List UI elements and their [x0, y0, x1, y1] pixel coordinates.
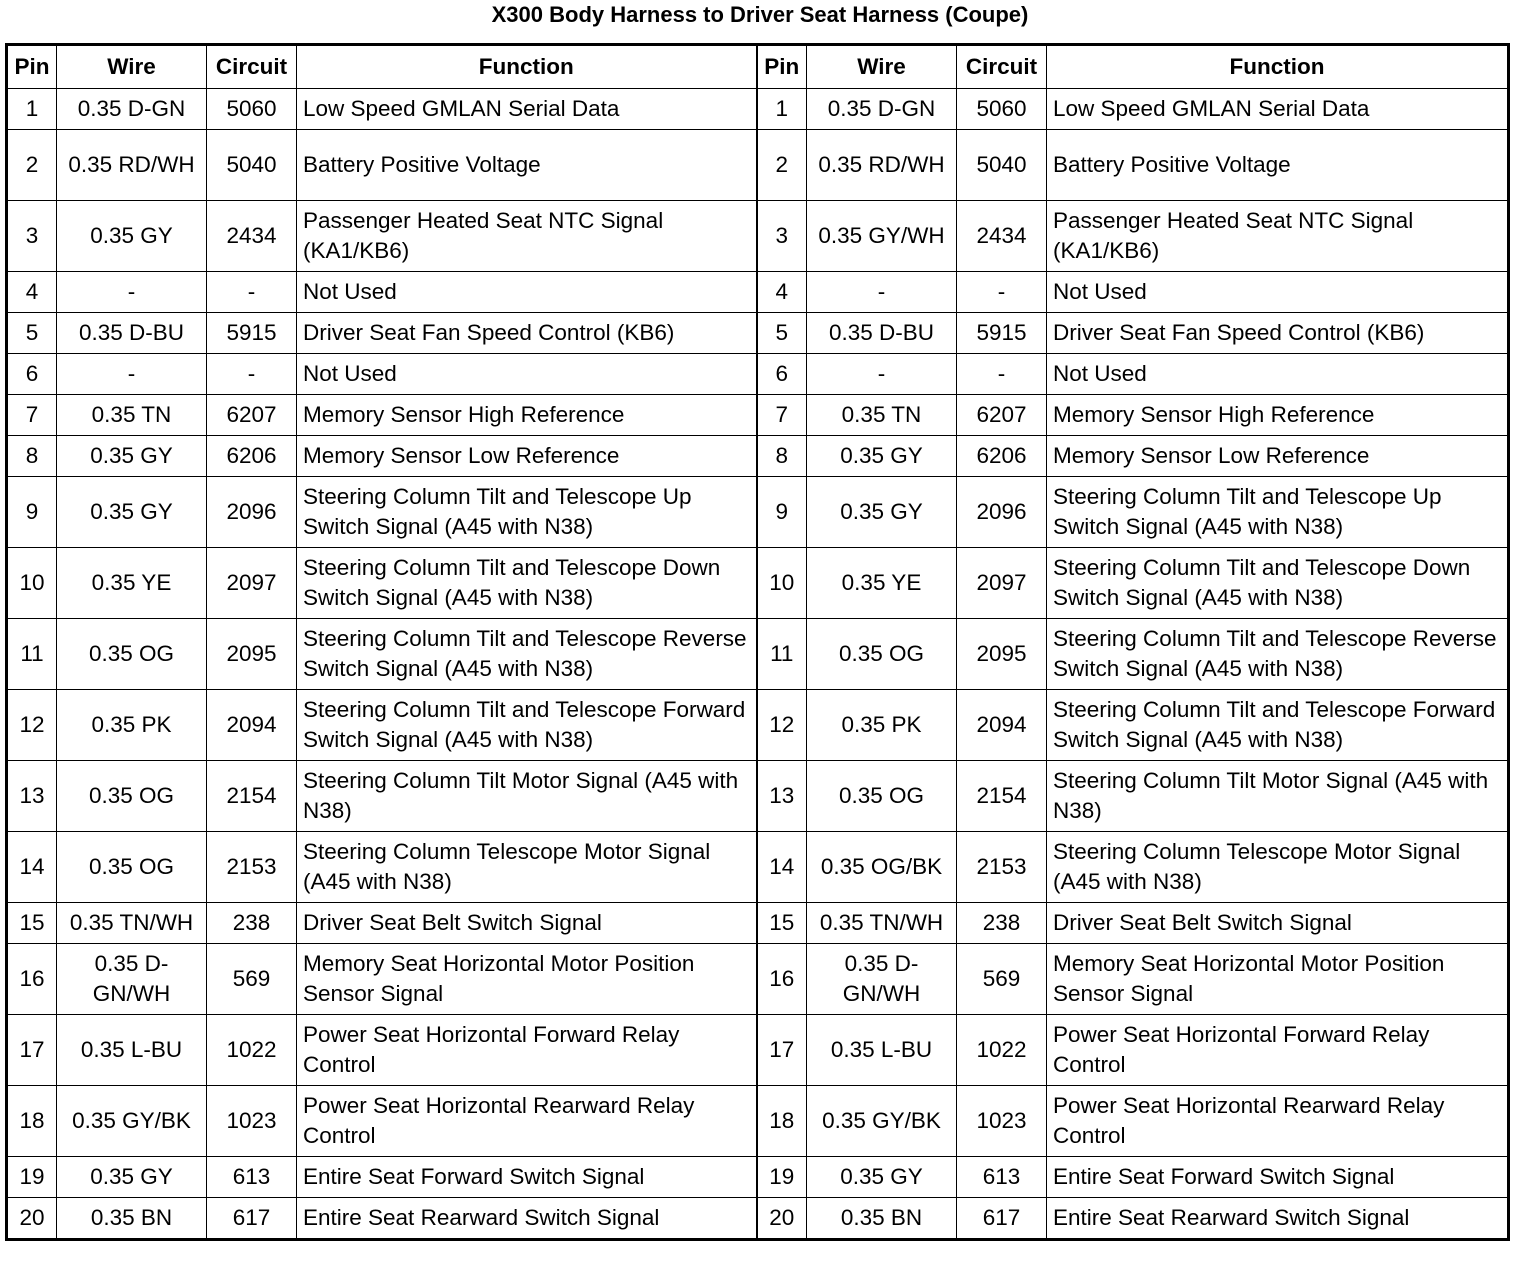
right-pin-cell: 16: [757, 944, 807, 1015]
right-wire-cell: 0.35 D-GN/WH: [807, 944, 957, 1015]
left-wire-cell: 0.35 D-BU: [57, 313, 207, 354]
left-pin-cell: 19: [7, 1157, 57, 1198]
left-pin-cell: 3: [7, 201, 57, 272]
left-pin-cell: 11: [7, 619, 57, 690]
left-wire-cell: 0.35 D-GN/WH: [57, 944, 207, 1015]
table-row: [7, 619, 1509, 690]
table-row: [7, 548, 1509, 619]
right-circuit-cell: 1023: [957, 1086, 1047, 1157]
right-pin-cell: 12: [757, 690, 807, 761]
left-function-cell: Power Seat Horizontal Forward Relay Control: [297, 1015, 757, 1086]
left-wire-cell: -: [57, 354, 207, 395]
left-circuit-cell: 1022: [207, 1015, 297, 1086]
right-pin-cell: 3: [757, 201, 807, 272]
header-row: [7, 45, 1509, 89]
left-wire-cell: 0.35 OG: [57, 761, 207, 832]
right-wire-cell: 0.35 OG: [807, 761, 957, 832]
left-pin-cell: 17: [7, 1015, 57, 1086]
table-row: [7, 1086, 1509, 1157]
left-pin-cell: 9: [7, 477, 57, 548]
right-function-cell: Steering Column Tilt and Telescope Reverse Switch Signal (A45 with N38): [1047, 619, 1509, 690]
table-row: [7, 89, 1509, 130]
left-circuit-cell: 5040: [207, 130, 297, 201]
left-wire-cell: 0.35 OG: [57, 832, 207, 903]
right-circuit-cell: 2153: [957, 832, 1047, 903]
header-function: Function: [1047, 45, 1509, 89]
table-row: [7, 395, 1509, 436]
left-pin-cell: 6: [7, 354, 57, 395]
left-circuit-cell: 6207: [207, 395, 297, 436]
left-pin-cell: 8: [7, 436, 57, 477]
right-circuit-cell: 2154: [957, 761, 1047, 832]
left-function-cell: Battery Positive Voltage: [297, 130, 757, 201]
left-function-cell: Memory Sensor High Reference: [297, 395, 757, 436]
left-function-cell: Memory Seat Horizontal Motor Position Sensor Signal: [297, 944, 757, 1015]
right-circuit-cell: 5040: [957, 130, 1047, 201]
left-function-cell: Steering Column Tilt and Telescope Up Switch Signal (A45 with N38): [297, 477, 757, 548]
header-function: Function: [297, 45, 757, 89]
header-circuit: Circuit: [957, 45, 1047, 89]
table-row: [7, 313, 1509, 354]
left-pin-cell: 1: [7, 89, 57, 130]
left-function-cell: Driver Seat Belt Switch Signal: [297, 903, 757, 944]
left-pin-cell: 15: [7, 903, 57, 944]
left-circuit-cell: 1023: [207, 1086, 297, 1157]
right-circuit-cell: 1022: [957, 1015, 1047, 1086]
left-function-cell: Steering Column Tilt and Telescope Forward Switch Signal (A45 with N38): [297, 690, 757, 761]
right-circuit-cell: 2097: [957, 548, 1047, 619]
right-pin-cell: 10: [757, 548, 807, 619]
left-circuit-cell: 2154: [207, 761, 297, 832]
left-wire-cell: 0.35 GY/BK: [57, 1086, 207, 1157]
right-circuit-cell: 617: [957, 1198, 1047, 1240]
table-row: [7, 436, 1509, 477]
right-circuit-cell: 2095: [957, 619, 1047, 690]
right-wire-cell: 0.35 TN/WH: [807, 903, 957, 944]
left-pin-cell: 18: [7, 1086, 57, 1157]
right-function-cell: Entire Seat Forward Switch Signal: [1047, 1157, 1509, 1198]
left-wire-cell: 0.35 GY: [57, 436, 207, 477]
header-pin: Pin: [757, 45, 807, 89]
right-pin-cell: 7: [757, 395, 807, 436]
table-row: [7, 690, 1509, 761]
table-row: [7, 944, 1509, 1015]
right-wire-cell: 0.35 L-BU: [807, 1015, 957, 1086]
right-circuit-cell: 6206: [957, 436, 1047, 477]
left-pin-cell: 2: [7, 130, 57, 201]
right-pin-cell: 4: [757, 272, 807, 313]
header-wire: Wire: [807, 45, 957, 89]
header-pin: Pin: [7, 45, 57, 89]
left-pin-cell: 5: [7, 313, 57, 354]
right-wire-cell: -: [807, 354, 957, 395]
right-pin-cell: 6: [757, 354, 807, 395]
left-function-cell: Not Used: [297, 272, 757, 313]
left-circuit-cell: 2153: [207, 832, 297, 903]
left-wire-cell: 0.35 RD/WH: [57, 130, 207, 201]
left-wire-cell: 0.35 GY: [57, 1157, 207, 1198]
table-row: [7, 1198, 1509, 1240]
right-wire-cell: 0.35 YE: [807, 548, 957, 619]
left-wire-cell: 0.35 GY: [57, 201, 207, 272]
table-row: [7, 354, 1509, 395]
right-function-cell: Passenger Heated Seat NTC Signal (KA1/KB6): [1047, 201, 1509, 272]
right-function-cell: Driver Seat Fan Speed Control (KB6): [1047, 313, 1509, 354]
left-function-cell: Low Speed GMLAN Serial Data: [297, 89, 757, 130]
left-circuit-cell: 6206: [207, 436, 297, 477]
left-circuit-cell: 2096: [207, 477, 297, 548]
right-function-cell: Steering Column Tilt and Telescope Down Switch Signal (A45 with N38): [1047, 548, 1509, 619]
right-wire-cell: 0.35 GY: [807, 477, 957, 548]
right-function-cell: Driver Seat Belt Switch Signal: [1047, 903, 1509, 944]
pinout-table: [5, 43, 1510, 1241]
right-function-cell: Not Used: [1047, 272, 1509, 313]
left-function-cell: Power Seat Horizontal Rearward Relay Control: [297, 1086, 757, 1157]
left-pin-cell: 13: [7, 761, 57, 832]
right-wire-cell: 0.35 RD/WH: [807, 130, 957, 201]
right-wire-cell: -: [807, 272, 957, 313]
left-wire-cell: 0.35 YE: [57, 548, 207, 619]
right-wire-cell: 0.35 OG/BK: [807, 832, 957, 903]
left-function-cell: Passenger Heated Seat NTC Signal (KA1/KB6): [297, 201, 757, 272]
right-function-cell: Steering Column Tilt and Telescope Forward Switch Signal (A45 with N38): [1047, 690, 1509, 761]
table-row: [7, 832, 1509, 903]
right-function-cell: Steering Column Tilt and Telescope Up Switch Signal (A45 with N38): [1047, 477, 1509, 548]
table-row: [7, 272, 1509, 313]
left-circuit-cell: 2095: [207, 619, 297, 690]
left-wire-cell: 0.35 L-BU: [57, 1015, 207, 1086]
left-function-cell: Not Used: [297, 354, 757, 395]
left-wire-cell: 0.35 BN: [57, 1198, 207, 1240]
left-pin-cell: 12: [7, 690, 57, 761]
left-circuit-cell: -: [207, 354, 297, 395]
right-pin-cell: 13: [757, 761, 807, 832]
right-circuit-cell: -: [957, 354, 1047, 395]
left-wire-cell: 0.35 TN/WH: [57, 903, 207, 944]
right-wire-cell: 0.35 OG: [807, 619, 957, 690]
left-wire-cell: 0.35 D-GN: [57, 89, 207, 130]
right-pin-cell: 18: [757, 1086, 807, 1157]
right-function-cell: Battery Positive Voltage: [1047, 130, 1509, 201]
right-function-cell: Power Seat Horizontal Rearward Relay Control: [1047, 1086, 1509, 1157]
right-pin-cell: 15: [757, 903, 807, 944]
right-pin-cell: 8: [757, 436, 807, 477]
left-circuit-cell: 2094: [207, 690, 297, 761]
table-row: [7, 130, 1509, 201]
right-wire-cell: 0.35 D-BU: [807, 313, 957, 354]
left-circuit-cell: 5060: [207, 89, 297, 130]
table-row: [7, 1157, 1509, 1198]
right-wire-cell: 0.35 BN: [807, 1198, 957, 1240]
left-pin-cell: 20: [7, 1198, 57, 1240]
right-pin-cell: 1: [757, 89, 807, 130]
right-circuit-cell: 6207: [957, 395, 1047, 436]
left-pin-cell: 7: [7, 395, 57, 436]
right-function-cell: Steering Column Tilt Motor Signal (A45 with N38): [1047, 761, 1509, 832]
right-circuit-cell: 5060: [957, 89, 1047, 130]
right-pin-cell: 17: [757, 1015, 807, 1086]
header-wire: Wire: [57, 45, 207, 89]
left-circuit-cell: -: [207, 272, 297, 313]
right-pin-cell: 11: [757, 619, 807, 690]
right-function-cell: Power Seat Horizontal Forward Relay Control: [1047, 1015, 1509, 1086]
header-circuit: Circuit: [207, 45, 297, 89]
right-circuit-cell: -: [957, 272, 1047, 313]
left-circuit-cell: 569: [207, 944, 297, 1015]
right-pin-cell: 14: [757, 832, 807, 903]
right-circuit-cell: 2094: [957, 690, 1047, 761]
right-wire-cell: 0.35 PK: [807, 690, 957, 761]
left-wire-cell: 0.35 GY: [57, 477, 207, 548]
right-function-cell: Entire Seat Rearward Switch Signal: [1047, 1198, 1509, 1240]
right-function-cell: Not Used: [1047, 354, 1509, 395]
left-circuit-cell: 238: [207, 903, 297, 944]
left-circuit-cell: 2434: [207, 201, 297, 272]
left-wire-cell: 0.35 PK: [57, 690, 207, 761]
right-wire-cell: 0.35 GY: [807, 1157, 957, 1198]
right-function-cell: Memory Sensor Low Reference: [1047, 436, 1509, 477]
right-wire-cell: 0.35 GY/BK: [807, 1086, 957, 1157]
right-function-cell: Memory Seat Horizontal Motor Position Sensor Signal: [1047, 944, 1509, 1015]
right-pin-cell: 5: [757, 313, 807, 354]
right-function-cell: Low Speed GMLAN Serial Data: [1047, 89, 1509, 130]
left-function-cell: Memory Sensor Low Reference: [297, 436, 757, 477]
page-title: X300 Body Harness to Driver Seat Harness (Coupe): [491, 2, 1029, 27]
table-row: [7, 761, 1509, 832]
left-circuit-cell: 2097: [207, 548, 297, 619]
right-circuit-cell: 613: [957, 1157, 1047, 1198]
right-circuit-cell: 238: [957, 903, 1047, 944]
left-pin-cell: 14: [7, 832, 57, 903]
left-function-cell: Entire Seat Forward Switch Signal: [297, 1157, 757, 1198]
left-function-cell: Driver Seat Fan Speed Control (KB6): [297, 313, 757, 354]
right-circuit-cell: 569: [957, 944, 1047, 1015]
left-pin-cell: 10: [7, 548, 57, 619]
right-circuit-cell: 2096: [957, 477, 1047, 548]
right-wire-cell: 0.35 D-GN: [807, 89, 957, 130]
left-circuit-cell: 5915: [207, 313, 297, 354]
left-function-cell: Entire Seat Rearward Switch Signal: [297, 1198, 757, 1240]
right-wire-cell: 0.35 TN: [807, 395, 957, 436]
left-circuit-cell: 613: [207, 1157, 297, 1198]
right-function-cell: Steering Column Telescope Motor Signal (A45 with N38): [1047, 832, 1509, 903]
right-function-cell: Memory Sensor High Reference: [1047, 395, 1509, 436]
left-circuit-cell: 617: [207, 1198, 297, 1240]
left-wire-cell: 0.35 TN: [57, 395, 207, 436]
left-pin-cell: 16: [7, 944, 57, 1015]
table-row: [7, 903, 1509, 944]
right-pin-cell: 20: [757, 1198, 807, 1240]
left-function-cell: Steering Column Tilt Motor Signal (A45 with N38): [297, 761, 757, 832]
right-wire-cell: 0.35 GY: [807, 436, 957, 477]
right-pin-cell: 19: [757, 1157, 807, 1198]
left-pin-cell: 4: [7, 272, 57, 313]
left-function-cell: Steering Column Tilt and Telescope Down Switch Signal (A45 with N38): [297, 548, 757, 619]
table-row: [7, 201, 1509, 272]
left-wire-cell: -: [57, 272, 207, 313]
right-pin-cell: 9: [757, 477, 807, 548]
right-circuit-cell: 2434: [957, 201, 1047, 272]
table-row: [7, 1015, 1509, 1086]
right-wire-cell: 0.35 GY/WH: [807, 201, 957, 272]
right-pin-cell: 2: [757, 130, 807, 201]
table-row: [7, 477, 1509, 548]
left-wire-cell: 0.35 OG: [57, 619, 207, 690]
left-function-cell: Steering Column Telescope Motor Signal (A45 with N38): [297, 832, 757, 903]
right-circuit-cell: 5915: [957, 313, 1047, 354]
left-function-cell: Steering Column Tilt and Telescope Reverse Switch Signal (A45 with N38): [297, 619, 757, 690]
